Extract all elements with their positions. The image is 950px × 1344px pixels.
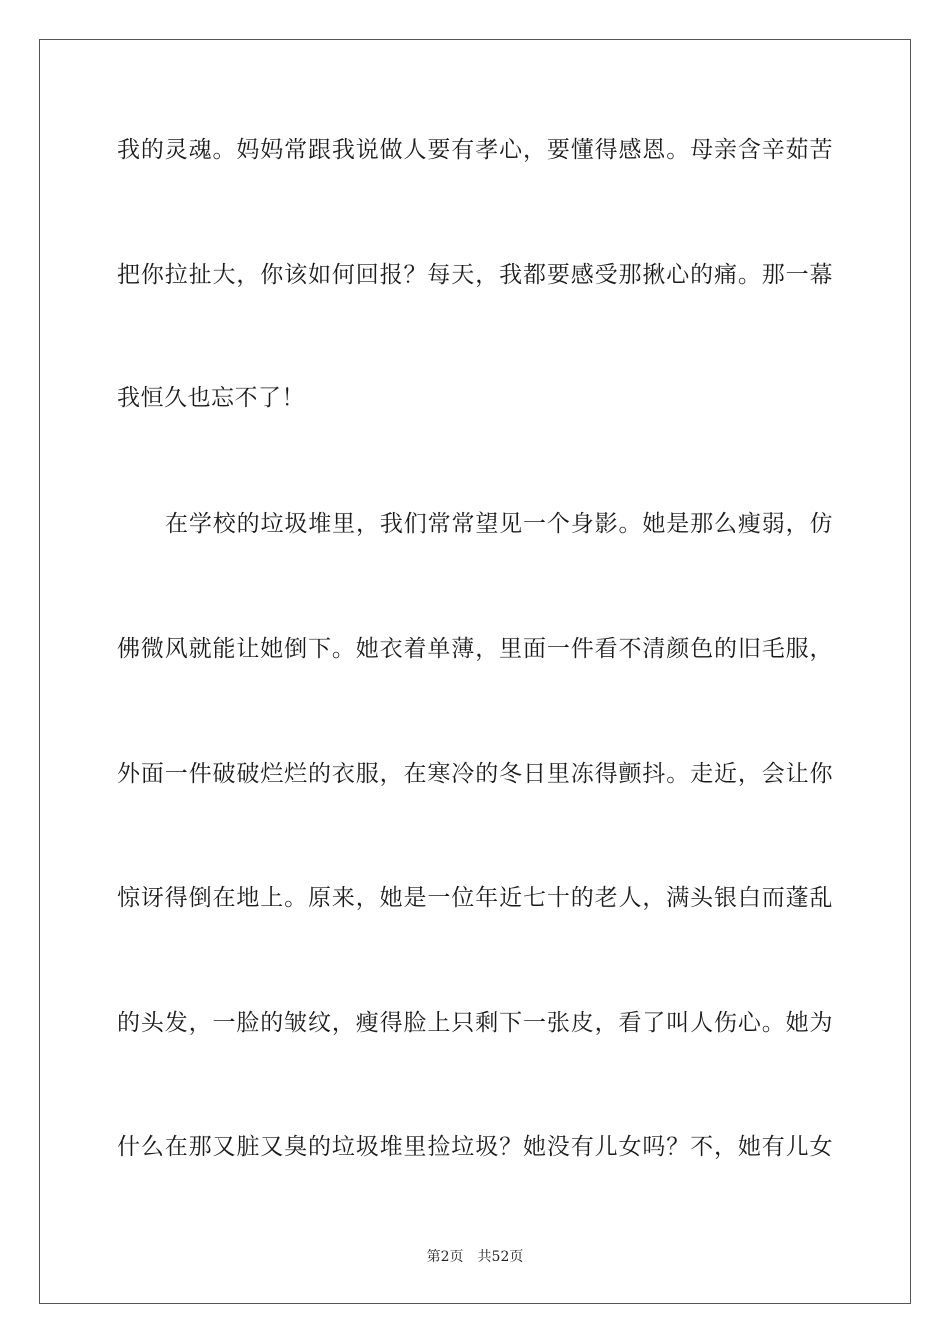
text-line: 惊讶得倒在地上。原来，她是一位年近七十的老人，满头银白而蓬乱 (117, 885, 833, 911)
text-line: 什么在那又脏又臭的垃圾堆里捡垃圾？她没有儿女吗？不，她有儿女 (117, 1134, 833, 1160)
page-footer (0, 1247, 950, 1267)
text-line: 我恒久也忘不了！ (117, 385, 305, 411)
text-line: 把你拉扯大，你该如何回报？每天，我都要感受那揪心的痛。那一幕 (117, 262, 833, 288)
page-total: 共52页 (477, 1249, 524, 1265)
page-number: 第2页 (426, 1249, 464, 1265)
text-line: 佛微风就能让她倒下。她衣着单薄，里面一件看不清颜色的旧毛服， (117, 636, 833, 662)
page-border (39, 39, 911, 1304)
paragraph-first-line: 在学校的垃圾堆里，我们常常望见一个身影。她是那么瘦弱，仿 (165, 511, 833, 537)
text-line: 外面一件破破烂烂的衣服，在寒冷的冬日里冻得颤抖。走近，会让你 (117, 761, 833, 787)
text-line: 的头发，一脸的皱纹，瘦得脸上只剩下一张皮，看了叫人伤心。她为 (117, 1010, 833, 1036)
text-line: 我的灵魂。妈妈常跟我说做人要有孝心，要懂得感恩。母亲含辛茹苦 (117, 137, 833, 163)
